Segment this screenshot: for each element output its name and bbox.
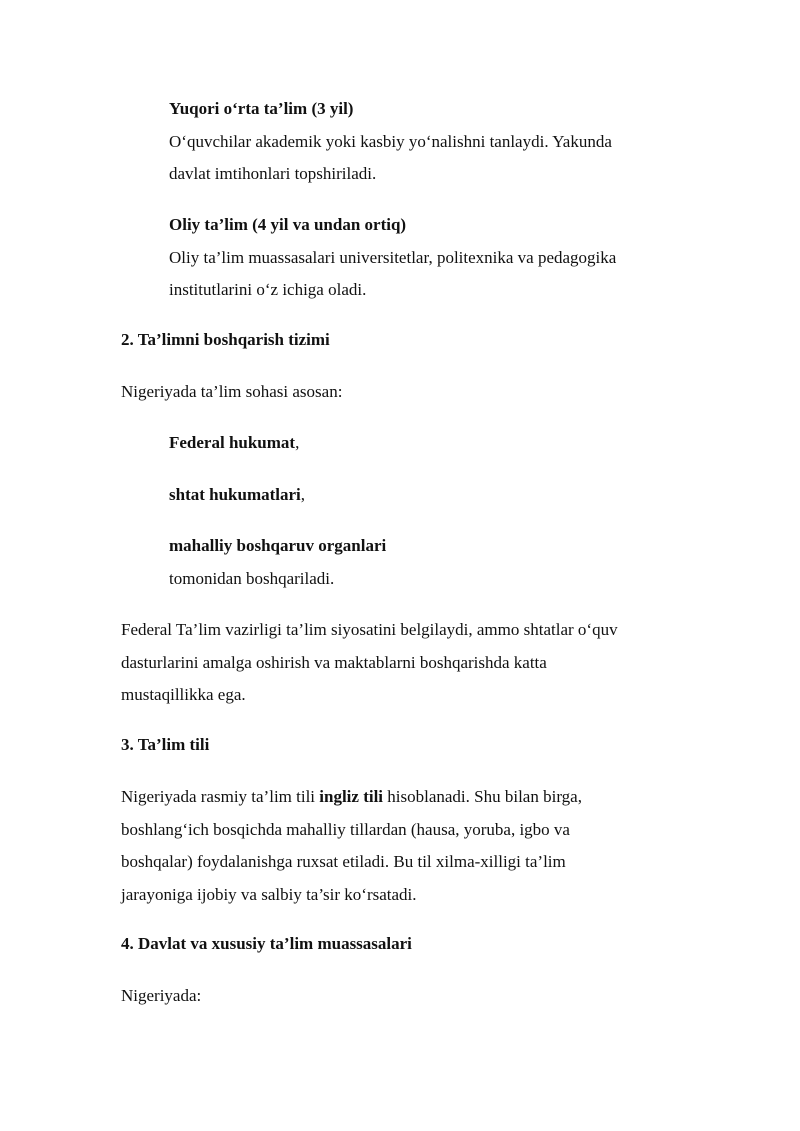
management-paragraph: [121, 614, 618, 712]
upper-secondary-line-2: davlat imtihonlari topshiriladi.: [169, 164, 377, 183]
language-paragraph: [121, 781, 582, 911]
management-item-2-suffix: ,: [300, 485, 306, 504]
language-paragraph-line-2: boshlang‘ich bosqichda mahalliy tillardan (hausa, yoruba, igbo va: [121, 819, 570, 839]
management-paragraph-line-1: Federal Ta’lim vazirligi ta’lim siyosatini belgilaydi, ammo shtatlar o‘quv: [121, 620, 618, 639]
management-item-2: [169, 479, 305, 512]
language-heading: 3. Ta’lim tili: [121, 735, 210, 754]
management-item-1: [169, 427, 299, 460]
higher-education-section: [169, 209, 616, 307]
management-item-3-label: mahalliy boshqaruv organlari: [169, 536, 387, 555]
management-closing: tomonidan boshqariladi.: [169, 568, 335, 588]
higher-education-heading: Oliy ta’lim (4 yil va undan ortiq): [169, 215, 407, 234]
management-item-2-label: shtat hukumatlari: [169, 485, 301, 504]
management-intro: Nigeriyada ta’lim sohasi asosan:: [121, 382, 343, 401]
management-heading: 2. Ta’limni boshqarish tizimi: [121, 330, 330, 349]
institutions-heading: 4. Davlat va xususiy ta’lim muassasalari: [121, 934, 412, 953]
management-paragraph-line-3: mustaqillikka ega.: [121, 685, 246, 704]
management-paragraph-line-2: dasturlarini amalga oshirish va maktablarni boshqarishda katta: [121, 652, 547, 672]
upper-secondary-section: [169, 93, 612, 191]
language-paragraph-line-4: jarayoniga ijobiy va salbiy ta’sir ko‘rsatadi.: [121, 884, 417, 904]
upper-secondary-heading: Yuqori o‘rta ta’lim (3 yil): [169, 99, 354, 118]
upper-secondary-line-1: O‘quvchilar akademik yoki kasbiy yo‘nalishni tanlaydi. Yakunda: [169, 131, 612, 151]
language-line-1-bold: ingliz tili: [319, 787, 384, 806]
language-paragraph-line-1: [121, 781, 582, 814]
management-item-1-label: Federal hukumat: [169, 433, 296, 452]
management-item-1-suffix: ,: [295, 433, 300, 452]
language-line-1-pre: Nigeriyada rasmiy ta’lim tili: [121, 787, 320, 806]
institutions-intro: Nigeriyada:: [121, 986, 202, 1005]
language-paragraph-line-3: boshqalar) foydalanishga ruxsat etiladi. Bu til xilma-xilligi ta’lim: [121, 852, 566, 871]
management-item-3: [169, 530, 386, 595]
higher-education-line-1: Oliy ta’lim muassasalari universitetlar, politexnika va pedagogika: [169, 247, 617, 267]
higher-education-line-2: institutlarini o‘z ichiga oladi.: [169, 280, 367, 299]
language-line-1-post: hisoblanadi. Shu bilan birga,: [383, 787, 582, 806]
